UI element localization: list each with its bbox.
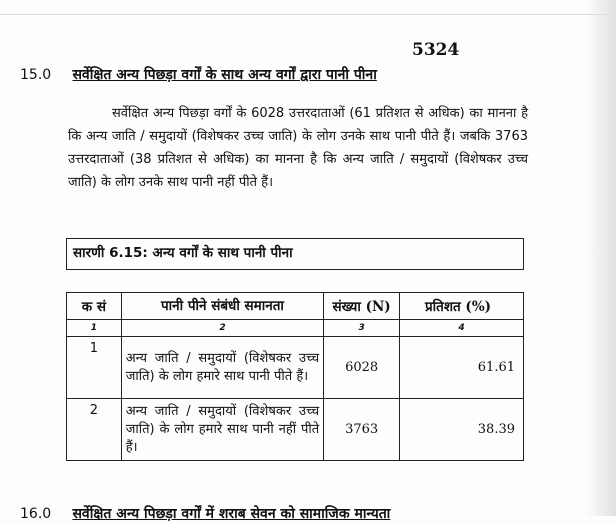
table-index-row <box>67 320 524 337</box>
section-number: 15.0 <box>20 67 52 83</box>
header-description: पानी पीने संबंधी समानता <box>121 293 323 320</box>
data-table <box>66 292 524 461</box>
section-title: सर्वेक्षित अन्य पिछड़ा वर्गों के साथ अन्य वर्गों द्वारा पानी पीना <box>72 67 377 83</box>
cell-description: अन्य जाति / समुदायों (विशेषकर उच्च जाति) के लोग हमारे साथ पानी पीते हैं। <box>121 337 323 399</box>
section-number: 16.0 <box>20 506 52 522</box>
page-edge-shadow <box>586 0 616 516</box>
top-divider <box>0 14 616 15</box>
cell-serial: 1 <box>67 337 122 399</box>
index-cell: 3 <box>324 320 400 337</box>
cell-description: अन्य जाति / समुदायों (विशेषकर उच्च जाति) के लोग हमारे साथ पानी नहीं पीते हैं। <box>121 399 323 461</box>
index-cell: 2 <box>121 320 323 337</box>
body-paragraph: सर्वेक्षित अन्य पिछड़ा वर्गों के 6028 उत्तरदाताओं (61 प्रतिशत से अधिक) का मानना है कि अन्य जाति / समुदायों (विशेषकर उच्च जाति) के लोग उनके साथ पानी पीते हैं। जबकि 3763 उत्तरदाताओं (38 प्रतिशत से अधिक) का मानना है कि अन्य जाति / समुदायों (विशेषकर उच्च जाति) के लोग उनके साथ पानी नहीं पीते हैं। <box>68 106 528 190</box>
header-serial: क सं <box>67 293 122 320</box>
cell-percent: 61.61 <box>400 337 524 399</box>
cell-count: 6028 <box>324 337 400 399</box>
table-caption: सारणी 6.15: अन्य वर्गों के साथ पानी पीना <box>66 238 524 270</box>
index-cell: 1 <box>67 320 122 337</box>
cell-count: 3763 <box>324 399 400 461</box>
table-row <box>67 337 524 399</box>
table-header-row <box>67 293 524 320</box>
table-row <box>67 399 524 461</box>
page-number: 5324 <box>412 40 460 60</box>
cell-serial: 2 <box>67 399 122 461</box>
section-heading-15 <box>20 65 377 84</box>
section-heading-16 <box>20 504 390 523</box>
header-percent: प्रतिशत (%) <box>400 293 524 320</box>
section-title: सर्वेक्षित अन्य पिछड़ा वर्गों में शराब सेवन को सामाजिक मान्यता <box>72 506 391 522</box>
header-count: संख्या (N) <box>324 293 400 320</box>
index-cell: 4 <box>400 320 524 337</box>
cell-percent: 38.39 <box>400 399 524 461</box>
